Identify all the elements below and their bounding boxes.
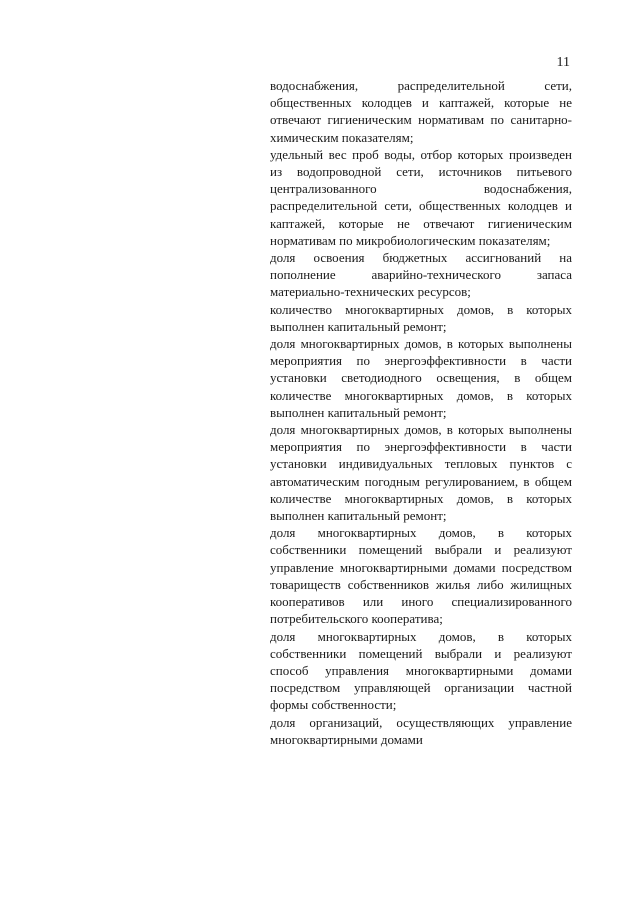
document-body xyxy=(270,77,572,748)
page-number: 11 xyxy=(556,55,570,70)
paragraph-water-chemical: водоснабжения, распределительной сети, общественных колодцев и каптажей, которые не отвечают гигиеническим нормативам по санитарно-химическим показателям; xyxy=(270,78,572,145)
paragraph-heating-points-share: доля многоквартирных домов, в которых выполнены мероприятия по энергоэффективности в части установки индивидуальных тепловых пунктов с автоматическим погодным регулированием, в общем количестве многоквартирных домов, в которых выполнен капитальный ремонт; xyxy=(270,422,572,524)
paragraph-repaired-buildings-count: количество многоквартирных домов, в которых выполнен капитальный ремонт; xyxy=(270,301,572,334)
paragraph-led-lighting-share: доля многоквартирных домов, в которых выполнены мероприятия по энергоэффективности в части установки светодиодного освещения, в общем количестве многоквартирных домов, в которых выполнен капитальный ремонт; xyxy=(270,336,572,420)
paragraph-hoa-management-share: доля многоквартирных домов, в которых собственники помещений выбрали и реализуют управление многоквартирными домами посредством товариществ собственников жилья либо жилищных кооперативов или иного специализированного потребительского кооператива; xyxy=(270,525,572,627)
paragraph-budget-allocations: доля освоения бюджетных ассигнований на пополнение аварийно-технического запаса материально-технических ресурсов; xyxy=(270,250,572,300)
paragraph-management-organizations-share: доля организаций, осуществляющих управление многоквартирными домами xyxy=(270,714,572,747)
paragraph-water-microbiological: удельный вес проб воды, отбор которых произведен из водопроводной сети, источников питьевого централизованного водоснабжения, распределительной сети, общественных колодцев и каптажей, которые не отвечают гигиеническим нормативам по микробиологическим показателям; xyxy=(270,146,572,248)
paragraph-private-management-share: доля многоквартирных домов, в которых собственники помещений выбрали и реализуют способ управления многоквартирными домами посредством управляющей организации частной формы собственности; xyxy=(270,628,572,713)
